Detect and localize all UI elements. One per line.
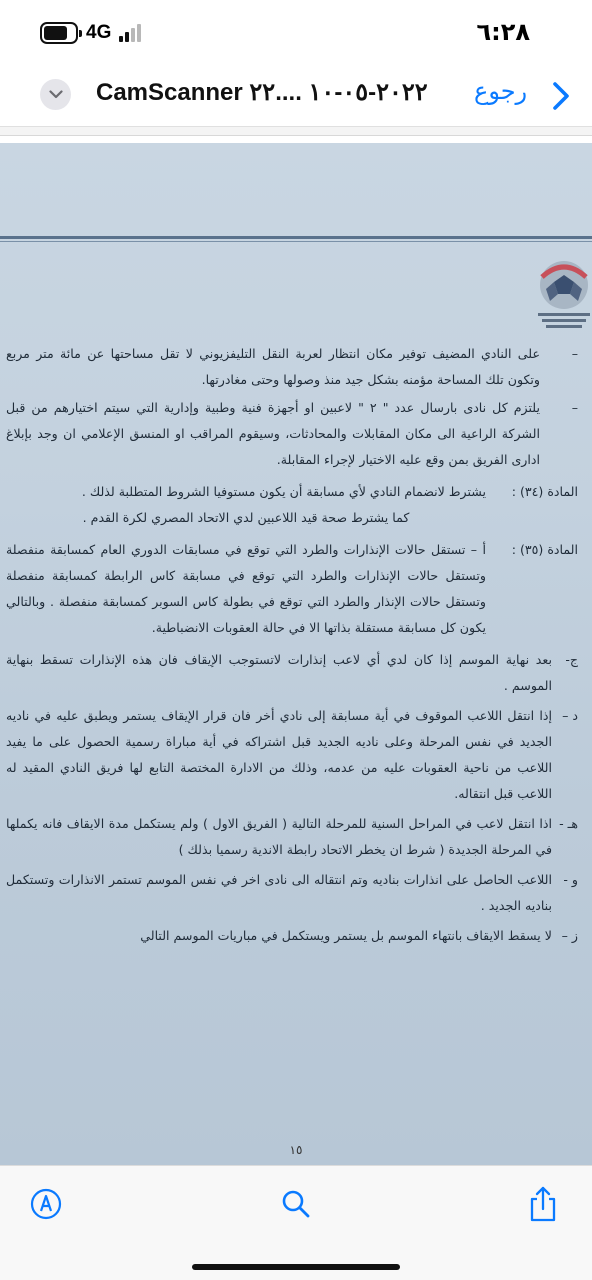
document-text [6, 341, 578, 953]
home-indicator[interactable] [192, 1264, 400, 1270]
nav-bar [0, 64, 592, 126]
paragraph-text: يشترط لانضمام النادي لأي مسابقة أن يكون مستوفيا الشروط المتطلبة لذلك . [81, 484, 486, 499]
clause-marker: هـ - [559, 816, 578, 831]
back-button[interactable]: رجوع [474, 77, 528, 105]
paragraph-text: اذا انتقل لاعب في المراحل السنية للمرحلة التالية ( الفريق الاول ) ولم يستكمل مدة الايقاف فانه يكملها في المرحلة الجديدة ( شرط ان يخطر الاتحاد رابطة الاندية رسميا بذلك ) [6, 816, 552, 857]
status-time: ٦:٢٨ [476, 18, 530, 46]
clause-d [6, 703, 578, 807]
chevron-down-icon [49, 90, 63, 99]
article-34 [6, 479, 578, 505]
search-icon [280, 1188, 312, 1220]
league-logo-icon [528, 255, 592, 335]
document-title[interactable]: CamScanner ٢٠٢٢-٠٥-١٠ ....٢٢ [96, 79, 428, 106]
clause-f [6, 867, 578, 919]
clause-marker: ج- [565, 652, 578, 667]
markup-button[interactable] [26, 1184, 66, 1224]
clause-c [6, 647, 578, 699]
share-button[interactable] [523, 1184, 563, 1224]
document-page[interactable] [0, 143, 592, 1165]
paragraph-text: لا يسقط الايقاف بانتهاء الموسم بل يستمر ويستكمل في مباريات الموسم التالي [140, 928, 552, 943]
share-icon [526, 1185, 560, 1223]
markup-icon [29, 1187, 63, 1221]
title-menu-button[interactable] [40, 79, 71, 110]
bullet: – [571, 400, 578, 415]
article-number: المادة (٣٥) : [511, 542, 578, 557]
paragraph-text: على النادي المضيف توفير مكان انتظار لعربة النقل التليفزيوني لا تقل مساحتها عن مائة متر مربع وتكون تلك المساحة مؤمنه بشكل جيد منذ وصولها وحتى مغادرتها. [6, 346, 540, 387]
clause-g [6, 923, 578, 949]
article-35 [6, 537, 578, 641]
paragraph-text: بعد نهاية الموسم إذا كان لدي أي لاعب إنذارات لاتستوجب الإيقاف فان هذه الإنذارات تسقط بنهاية الموسم . [6, 652, 552, 693]
bottom-toolbar [0, 1165, 592, 1280]
paragraph [6, 341, 578, 393]
status-bar [0, 0, 592, 64]
paragraph-text: إذا انتقل اللاعب الموقوف في أية مسابقة إلى نادي أخر فان قرار الإيقاف يستمر ويطبق عليه في ناديه الجديد في نفس المرحلة وعلى ناديه الجديد قبل اشتراكه في أية مباراة رسمية الحصول على ما يفيد اللاعب من ناحية العقوبات عليه من عدمه، وذلك من الادارة المختصة التابع لها فريق النادي المقيد له اللاعب قبل انتقاله. [6, 708, 552, 801]
bullet: – [571, 346, 578, 361]
battery-icon [40, 22, 78, 44]
status-indicators [40, 22, 141, 44]
paragraph-text: أ – تستقل حالات الإنذارات والطرد التي توقع في مسابقات الدوري العام كمسابقة منفصلة وتستقل حالات الإنذارات والطرد التي توقع في مسابقة كاس الرابطة كمسابقة منفصلة وتستقل حالات الإنذار والطرد التي توقع في بطولة كاس السوبر كمسابقة منفصلة . وبالتالي يكون كل مسابقة مستقلة بذاتها الا في حالة العقوبات الانضباطية. [6, 542, 486, 635]
article-number: المادة (٣٤) : [511, 484, 578, 499]
chevron-right-icon[interactable] [552, 81, 570, 111]
paragraph [6, 505, 578, 531]
signal-icon [119, 24, 141, 42]
page-number: ١٥ [289, 1143, 303, 1157]
paragraph-text: يلتزم كل نادى بارسال عدد " ٢ " لاعبين او أجهزة فنية وطبية وإدارية التي سيتم اختيارهم من قبل الشركة الراعية الى مكان المقابلات والمحادثات، وسيقوم المراقب او المنسق الإعلامي ان وجد بإبلاغ ادارى الفريق بمن وقع عليه الاختيار لإجراء المقابلة. [6, 400, 540, 467]
clause-marker: د – [562, 708, 578, 723]
clause-marker: و - [563, 872, 578, 887]
paragraph [6, 395, 578, 473]
search-button[interactable] [276, 1184, 316, 1224]
network-label: 4G [86, 22, 112, 43]
clause-e [6, 811, 578, 863]
clause-marker: ز – [561, 928, 578, 943]
paragraph-text: كما يشترط صحة قيد اللاعبين لدي الاتحاد المصري لكرة القدم . [82, 510, 410, 525]
paragraph-text: اللاعب الحاصل على انذارات بناديه وتم انتقاله الى نادى اخر في نفس الموسم تستمر الانذارات وتستكمل بناديه الجديد . [6, 872, 552, 913]
header-rule [0, 236, 592, 239]
battery-level [44, 26, 67, 40]
divider [0, 126, 592, 136]
header-rule-thin [0, 241, 592, 242]
